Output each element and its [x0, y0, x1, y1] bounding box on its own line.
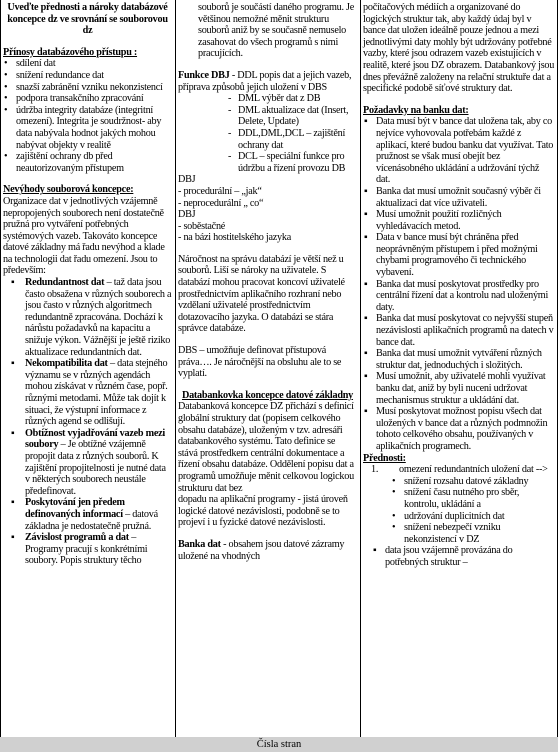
heading-nevyhody: Nevýhody souborová koncepce: — [3, 184, 134, 196]
column-left — [0, 0, 175, 737]
paragraph: Náročnost na správu databází je větší než u souborů. Liší se nároky na uživatele. S databází mohou pracovat koncoví uživatelé prostřednictvím aplikačního rozhraní nebo vzdělaní uživatelé prostřednictvím dotazovacího jazyka. O databázi se stára správce databáze. — [178, 253, 345, 335]
nevyhody-list — [3, 277, 172, 567]
prednosti-sublist — [363, 476, 555, 546]
list-item: ▪ Obtížnost vyjadřování vazeb mezi soubory – Je obtížné vzájemně propojit data z různých souborů. K zajištění propojitelnosti je nutné data v některých souborech neustále předefinovat. — [11, 427, 166, 497]
nevyhody-intro: Organizace dat v jednotlivých vzájemně nepropojených souborech není dostatečně pružná pro vytváření potřebných systémových vazeb. Takováto koncepce datové základny má řadu nevýhod a klade na technologii dat řadu omezení. Jsou to především: — [3, 195, 165, 277]
heading-prednosti: Přednosti: — [363, 452, 406, 464]
column-right — [360, 0, 558, 737]
list-item: ▪ Banka dat musí poskytovat co nejvyšší stupeň nezávislosti aplikačních programů na datech v bance dat. — [364, 313, 554, 348]
list-item: ▪ Závislost programů a dat – Programy pracují s konkrétními soubory. Popis struktury těcho — [11, 532, 148, 567]
paragraph: DBS – umožňuje definovat přístupová práva…. Je náročnější na obsluhu ale to se vyplatí. — [178, 345, 342, 380]
banka-dat: Banka dat - obsahem jsou datové zázramy uložené na vhodných — [178, 538, 345, 562]
funkce-dbj: Funkce DBJ - DDL popis dat a jejich vazeb, příprava způsobů jejich uložení v DBS — [178, 69, 352, 93]
pozadavky-list — [363, 116, 555, 452]
intro-paragraph: souborů je součástí daného programu. Je většinou nemožné měnit strukturu souborů aniž by se současně nemuselo zasahovat do všech programů s nimi pracujících. — [198, 2, 355, 60]
dbj-line: DBJ — [178, 174, 196, 186]
page-title: Uveďte přednosti a nároky databázové koncepce dz ve srovnání se souborovou dz — [7, 2, 168, 37]
list-item: ▪ Musí umožnit použití rozličných vyhledávacích metod. — [364, 209, 502, 232]
list-item: ▪ Redundantnost dat – taž data jsou často obsažena v různých souborech a jsou často v různých algoritmech redundantně zpracována. Dochází k nárůstu požadavků na kapacitu a snižuje výkon. Vážnější je ještě riziko aktualizace redundantních dat. — [11, 277, 172, 358]
dbj-line: - neprocedurální „ co“ — [178, 197, 264, 209]
list-item: - DDL,DML,DCL – zajištění ochrany dat — [228, 127, 346, 151]
list-item: ▪ Poskytování jen předem definovaných informací – datová základna je nedostatečně pružná. — [11, 497, 158, 532]
heading-databankova: Databankovka koncepce datové základny — [181, 389, 354, 401]
list-item: 1. omezení redundantních uložení dat --> — [371, 464, 548, 476]
list-item: • snazší zabránění vzniku nekonzistencí — [4, 81, 163, 93]
list-item: ▪ Musí poskytovat možnost popisu všech dat uložených v bance dat a různých podmnožin tohoto celkového obsahu, používaných v aplikačních programech. — [364, 406, 548, 452]
column-divider — [360, 0, 361, 737]
table-border-left — [0, 0, 1, 737]
list-item: ▪ Banka dat musí poskytovat prostředky pro centrální řízení dat a kontrolu nad uloženými daty. — [364, 278, 549, 313]
dbj-line: - na bázi hostitelského jazyka — [178, 232, 292, 244]
list-item: • snížení času nutného pro sběr, kontrolu, ukládání a — [392, 487, 520, 510]
list-item: - DML výběr dat z DB — [228, 93, 321, 105]
list-item: • snížení rozsahu datové základny — [392, 475, 529, 487]
list-item: • snížení nebezpečí vzniku nekonzistencí v DZ — [392, 522, 501, 545]
list-item: ▪ Nekompatibilita dat – data stejného významu se v různých agendách mohou získávat v různém čase, popř. různými metodami. Může tak dojít k situaci, že výstupní informace z různých agend se odlišují. — [11, 358, 168, 428]
intro-paragraph: počítačových médiích a organizované do logických struktur tak, aby každý údaj byl v bance dat uložen ideálně pouze jednou a mezi jednotlivými daty mohly být udržovány potřebné vazby, které jsou odrazem vazeb existujících v realitě, které jsou DZ obrazem. Databankový jsou dnes převážně založeny na relační struktuře dat a specifické podobě síťové struktury dat. — [363, 2, 555, 95]
list-item: • zajištění ochrany db před neautorizovaným přístupem — [4, 151, 124, 174]
list-item: • udržování duplicitních dat — [392, 510, 505, 522]
column-middle — [175, 0, 360, 737]
list-item: • podpora transakčního zpracování — [4, 93, 144, 105]
dbj-line: DBJ — [178, 209, 196, 221]
dml-list — [178, 93, 357, 174]
paragraph: Databanková koncepce DZ přichází s definicí globální struktury dat (popisem celkového obsahu databáze), uloženým v tzv. adresáři databankového systému. Tato definice se stává prostředkem centrální dokumentace a řízení obsahu databáze. Oddělení popisu dat a programů umožňuje měnit celkovou logickou strukturu dat bez — [178, 401, 354, 494]
list-item: ▪ Musí umožnit, aby uživatelé mohli využívat banku dat, aniž by byli nuceni udržovat mechanismus struktur a ukládání dat. — [364, 371, 546, 406]
list-item: ▪ Data v bance musí být chráněna před neoprávněným přístupem i před možnými chybami programového či technického vybavení. — [364, 232, 538, 279]
prinosy-list — [3, 58, 172, 174]
dbj-line: - soběstačné — [178, 220, 226, 232]
heading-pozadavky: Požadavky na banku dat: — [363, 104, 469, 116]
list-item: ▪ Banka dat musí umožnit vytváření různých struktur dat, jednoduchých i složitých. — [364, 348, 542, 371]
list-item: • údržba integrity databáze (integritní omezení). Integrita je soudržnost- aby data nabývala hodnot jakých mohou nabývat objekty v realitě — [4, 104, 162, 151]
list-item: - DML aktualizace dat (Insert, Delete, Update) — [228, 104, 349, 128]
heading-prinosy: Přínosy databázového přístupu : — [3, 46, 138, 58]
list-item: ▪ Banka dat musí umožnit současný výběr či aktualizaci dat více uživateli. — [364, 185, 541, 209]
column-divider — [175, 0, 176, 737]
list-item: ▪ Data musí být v bance dat uložena tak, aby co nejvíce vyhovovala potřebám každé z aplikací, které budou banku dat využívat. Tato pružnost se však musí obejít bez vícenásobného ukládání a udržování týchž dat. — [364, 116, 554, 186]
list-item: • snížení redundance dat — [4, 69, 104, 81]
paragraph: dopadu na aplikační programy - jistá úroveň logické datové nezávislosti, podobně se to projeví i u fyzické datové nezávislosti. — [178, 494, 348, 529]
page-footer: Čísla stran — [0, 737, 558, 752]
dbj-line: - procedurální – „jak“ — [178, 185, 262, 197]
list-item: ▪ data jsou vzájemně provázána do potřebných struktur – — [373, 545, 513, 568]
list-item: - DCL – speciální funkce pro údržbu a řízení provozu DB — [228, 151, 346, 174]
list-item: • sdílení dat — [4, 58, 56, 70]
